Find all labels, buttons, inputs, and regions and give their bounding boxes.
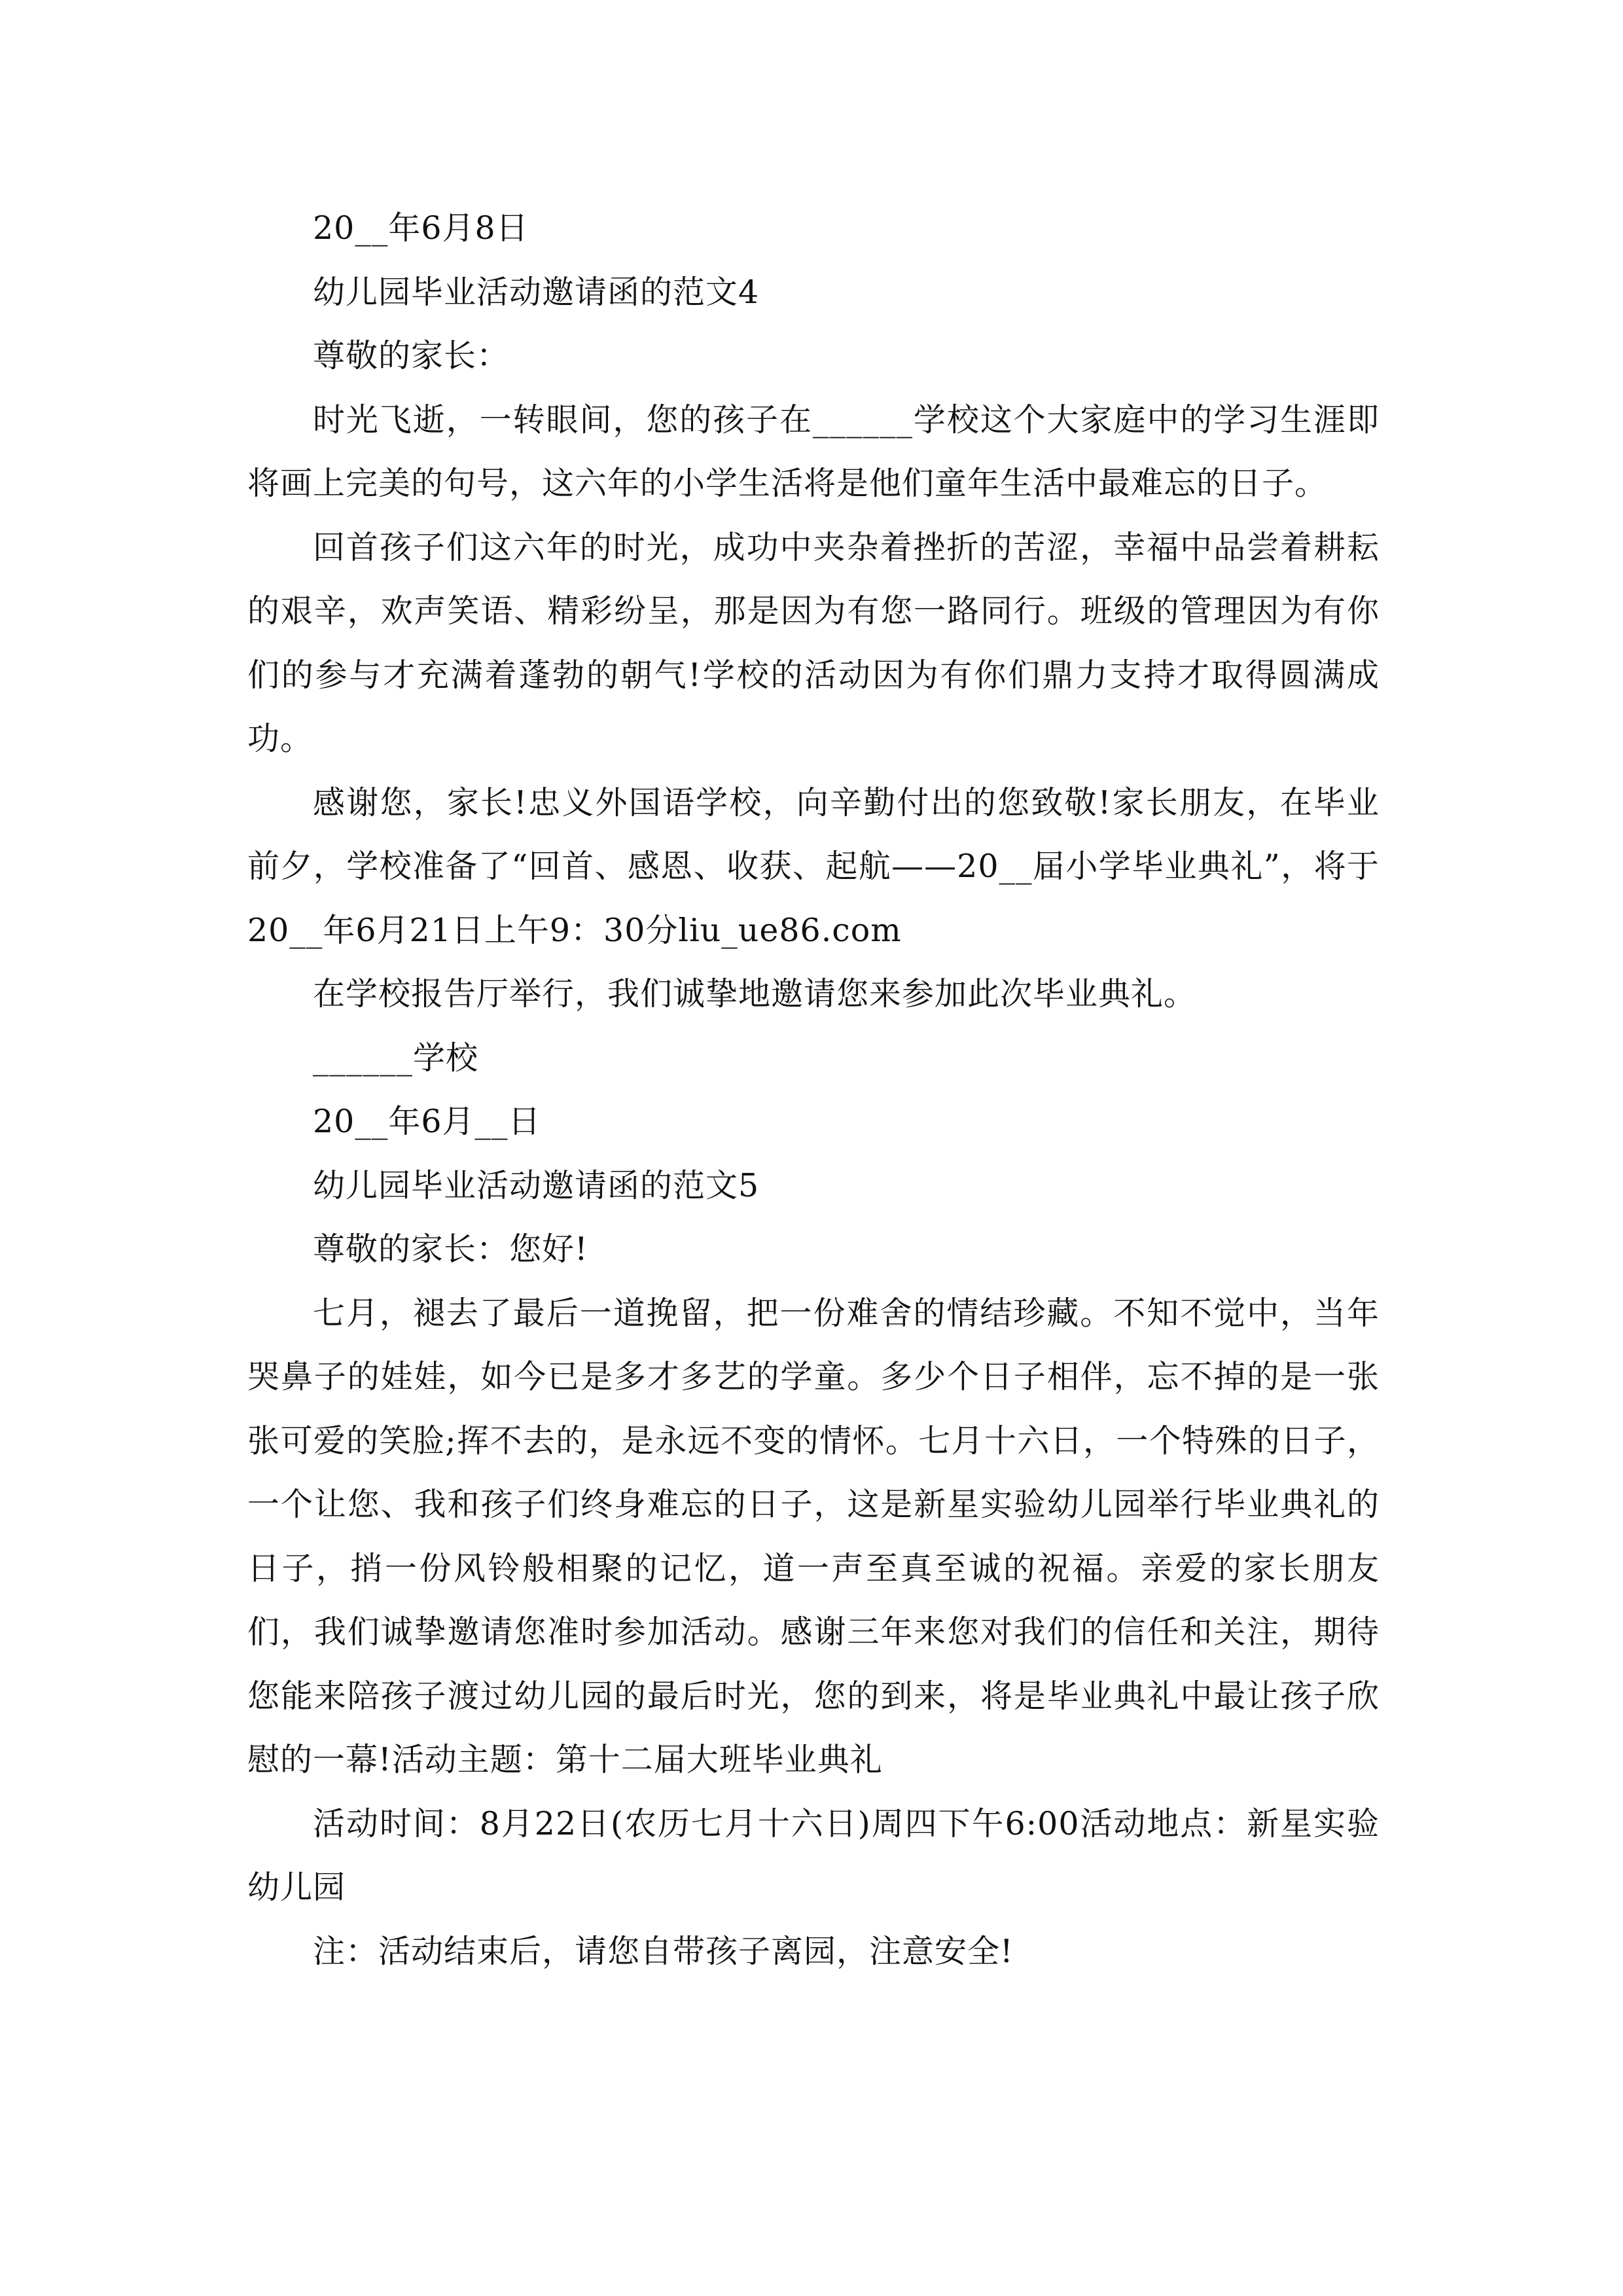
signature-school: ______学校 [313, 1039, 479, 1077]
document-body [247, 196, 1380, 1983]
body-paragraph: 活动时间：8月22日(农历七月十六日)周四下午6:00活动地点：新星实验幼儿园 [247, 1804, 1380, 1906]
body-paragraph: 在学校报告厅举行，我们诚挚地邀请您来参加此次毕业典礼。 [313, 975, 1197, 1013]
date-line: 20__年6月8日 [313, 209, 529, 247]
body-paragraph: 七月，褪去了最后一道挽留，把一份难舍的情结珍藏。不知不觉中，当年哭鼻子的娃娃，如今已是多才多艺的学童。多少个日子相伴，忘不掉的是一张张可爱的笑脸;挥不去的，是永远不变的情怀。七月十六日，一个特殊的日子，一个让您、我和孩子们终身难忘的日子，这是新星实验幼儿园举行毕业典礼的日子，捎一份风铃般相聚的记忆，道一声至真至诚的祝福。亲爱的家长朋友们，我们诚挚邀请您准时参加活动。感谢三年来您对我们的信任和关注，期待您能来陪孩子渡过幼儿园的最后时光，您的到来，将是毕业典礼中最让孩子欣慰的一幕!活动主题：第十二届大班毕业典礼 [247, 1294, 1380, 1778]
date-line: 20__年6月__日 [313, 1103, 541, 1140]
body-paragraph: 回首孩子们这六年的时光，成功中夹杂着挫折的苦涩，幸福中品尝着耕耘的艰辛，欢声笑语、精彩纷呈，那是因为有您一路同行。班级的管理因为有你们的参与才充满着蓬勃的朝气!学校的活动因为有你们鼎力支持才取得圆满成功。 [247, 528, 1380, 757]
body-paragraph: 感谢您，家长!忠义外国语学校，向辛勤付出的您致敬!家长朋友，在毕业前夕，学校准备了“回首、感恩、收获、起航——20__届小学毕业典礼”，将于20__年6月21日上午9：30分liu_ue86.com [247, 783, 1380, 949]
section-heading-4: 幼儿园毕业活动邀请函的范文4 [313, 273, 760, 311]
salutation: 尊敬的家长：您好! [313, 1230, 588, 1268]
section-heading-5: 幼儿园毕业活动邀请函的范文5 [313, 1166, 760, 1204]
salutation: 尊敬的家长： [313, 337, 510, 374]
note-paragraph: 注：活动结束后，请您自带孩子离园，注意安全! [313, 1932, 1014, 1970]
body-paragraph: 时光飞逝，一转眼间，您的孩子在______学校这个大家庭中的学习生涯即将画上完美的句号，这六年的小学生活将是他们童年生活中最难忘的日子。 [247, 401, 1380, 502]
